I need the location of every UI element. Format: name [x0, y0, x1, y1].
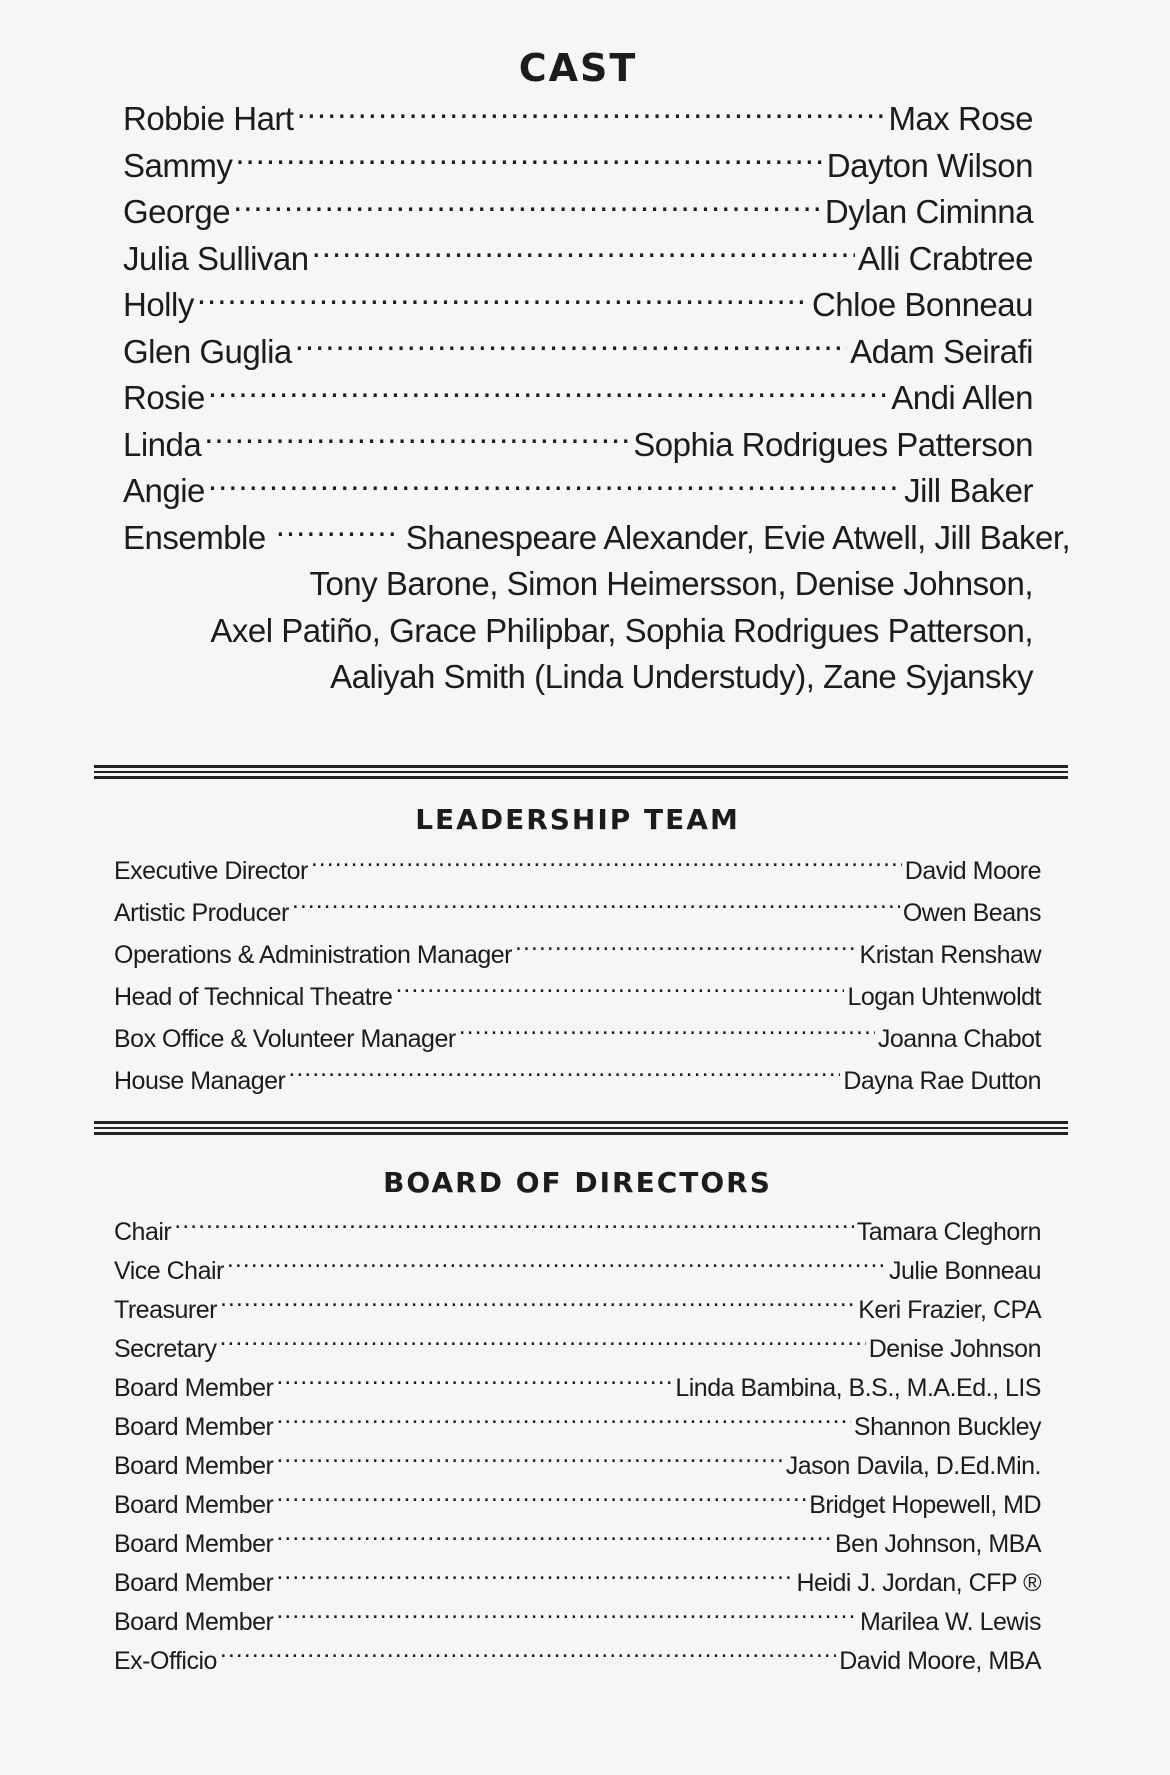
board-row: [114, 1447, 1041, 1486]
board-section: [114, 1163, 1041, 1681]
leader-dots: [204, 423, 630, 456]
leader-dots: [292, 896, 900, 921]
board-name: Julie Bonneau: [889, 1257, 1041, 1285]
leader-dots: [276, 1566, 793, 1591]
board-role: Treasurer: [114, 1296, 217, 1324]
leadership-role: Box Office & Volunteer Manager: [114, 1025, 456, 1053]
board-row: [114, 1642, 1041, 1681]
leader-dots: [276, 516, 396, 549]
cast-section: [123, 44, 1071, 701]
leadership-name: Dayna Rae Dutton: [843, 1067, 1041, 1095]
section-divider: [94, 765, 1068, 779]
board-row: [114, 1486, 1041, 1525]
leader-dots: [208, 376, 888, 409]
board-role: Secretary: [114, 1335, 217, 1363]
ensemble-line: Tony Barone, Simon Heimersson, Denise Johnson,: [309, 565, 1033, 602]
leadership-role: Artistic Producer: [114, 899, 289, 927]
cast-actor: Dylan Ciminna: [824, 193, 1033, 230]
cast-actor: Dayton Wilson: [826, 146, 1033, 184]
leader-dots: [276, 1410, 851, 1435]
leadership-row: [114, 1018, 1041, 1060]
leader-dots: [297, 97, 886, 130]
board-name: Keri Frazier, CPA: [858, 1296, 1041, 1324]
leadership-name: Logan Uhtenwoldt: [847, 983, 1041, 1011]
board-row: [114, 1408, 1041, 1447]
cast-row: [123, 468, 1033, 515]
cast-actor: Andi Allen: [891, 379, 1033, 416]
leadership-role: Executive Director: [114, 857, 308, 885]
leader-dots: [233, 190, 822, 223]
leader-dots: [276, 1527, 832, 1552]
leader-dots: [276, 1605, 857, 1630]
cast-row: [123, 329, 1033, 376]
board-name: Bridget Hopewell, MD: [809, 1491, 1041, 1519]
board-name: Linda Bambina, B.S., M.A.Ed., LIS: [675, 1374, 1041, 1402]
board-name: Shannon Buckley: [853, 1413, 1041, 1441]
leadership-name: Owen Beans: [902, 899, 1041, 927]
cast-role: Rosie: [123, 379, 205, 416]
leader-dots: [459, 1022, 875, 1047]
leader-dots: [311, 854, 902, 879]
cast-row: [123, 375, 1033, 422]
leader-dots: [276, 1449, 782, 1474]
board-row: [114, 1252, 1041, 1291]
board-role: Board Member: [114, 1491, 274, 1519]
leader-dots: [395, 980, 844, 1005]
ensemble-line: Shanespeare Alexander, Evie Atwell, Jill Baker,: [405, 518, 1071, 556]
cast-role: Robbie Hart: [123, 100, 294, 137]
ensemble-line: Axel Patiño, Grace Philipbar, Sophia Rodrigues Patterson,: [210, 611, 1033, 649]
board-row: [114, 1525, 1041, 1564]
cast-list: [123, 96, 1071, 701]
cast-row: [123, 422, 1033, 469]
cast-role: Holly: [123, 286, 194, 323]
cast-actor: Adam Seirafi: [850, 332, 1033, 370]
board-role: Board Member: [114, 1569, 274, 1597]
cast-role: George: [123, 193, 231, 230]
board-row: [114, 1603, 1041, 1642]
cast-row: [123, 236, 1033, 283]
board-role: Board Member: [114, 1530, 274, 1558]
leader-dots: [312, 237, 855, 270]
ensemble-role: Ensemble: [123, 518, 266, 556]
cast-row: [123, 282, 1033, 329]
leader-dots: [288, 1064, 840, 1089]
leadership-section: [114, 800, 1041, 1102]
cast-role: Glen Guglia: [123, 332, 292, 370]
section-divider: [94, 1121, 1068, 1135]
leadership-name: Joanna Chabot: [877, 1025, 1041, 1053]
cast-actor: Chloe Bonneau: [811, 286, 1033, 323]
leader-dots: [276, 1371, 672, 1396]
leader-dots: [295, 330, 847, 363]
board-role: Board Member: [114, 1413, 274, 1441]
ensemble-line: Aaliyah Smith (Linda Understudy), Zane Syjansky: [330, 658, 1033, 695]
board-name: Jason Davila, D.Ed.Min.: [785, 1452, 1041, 1480]
board-title: BOARD OF DIRECTORS: [383, 1166, 772, 1199]
cast-role: Sammy: [123, 146, 233, 184]
leadership-row: [114, 892, 1041, 934]
leadership-row: [114, 934, 1041, 976]
leadership-title: LEADERSHIP TEAM: [415, 803, 740, 836]
leadership-role: House Manager: [114, 1067, 286, 1095]
ensemble-row: [123, 515, 1071, 562]
leadership-role: Operations & Administration Manager: [114, 941, 512, 969]
board-name: Denise Johnson: [868, 1335, 1041, 1363]
leader-dots: [220, 1644, 836, 1669]
board-name: Tamara Cleghorn: [856, 1218, 1041, 1246]
cast-role: Angie: [123, 472, 205, 509]
leader-dots: [174, 1215, 853, 1240]
cast-row: [123, 189, 1033, 236]
cast-role: Julia Sullivan: [123, 239, 309, 277]
board-role: Chair: [114, 1218, 172, 1246]
leader-dots: [197, 283, 809, 316]
leadership-role: Head of Technical Theatre: [114, 983, 393, 1011]
leadership-row: [114, 1060, 1041, 1102]
leader-dots: [220, 1293, 855, 1318]
cast-actor: Alli Crabtree: [857, 239, 1033, 277]
leader-dots: [227, 1254, 886, 1279]
cast-role: Linda: [123, 425, 202, 463]
board-name: Heidi J. Jordan, CFP ®: [796, 1569, 1041, 1597]
board-list: [114, 1213, 1041, 1681]
leadership-list: [114, 850, 1041, 1102]
leadership-name: David Moore: [904, 857, 1041, 885]
board-row: [114, 1213, 1041, 1252]
board-name: Marilea W. Lewis: [860, 1608, 1041, 1636]
cast-row: [123, 96, 1033, 143]
leader-dots: [219, 1332, 865, 1357]
board-role: Vice Chair: [114, 1257, 224, 1285]
leader-dots: [235, 144, 823, 177]
cast-actor: Max Rose: [888, 100, 1033, 137]
board-row: [114, 1369, 1041, 1408]
leader-dots: [276, 1488, 806, 1513]
cast-row: [123, 143, 1033, 190]
board-row: [114, 1291, 1041, 1330]
board-role: Board Member: [114, 1608, 274, 1636]
board-role: Ex-Officio: [114, 1647, 217, 1675]
cast-actor: Jill Baker: [904, 472, 1033, 509]
board-role: Board Member: [114, 1374, 274, 1402]
leader-dots: [515, 938, 857, 963]
leadership-row: [114, 976, 1041, 1018]
leadership-row: [114, 850, 1041, 892]
board-role: Board Member: [114, 1452, 274, 1480]
board-name: David Moore, MBA: [839, 1647, 1041, 1675]
cast-actor: Sophia Rodrigues Patterson: [633, 425, 1033, 463]
board-row: [114, 1564, 1041, 1603]
board-name: Ben Johnson, MBA: [834, 1530, 1041, 1558]
leader-dots: [208, 469, 901, 502]
cast-title: CAST: [518, 46, 638, 90]
leadership-name: Kristan Renshaw: [859, 941, 1041, 969]
board-row: [114, 1330, 1041, 1369]
